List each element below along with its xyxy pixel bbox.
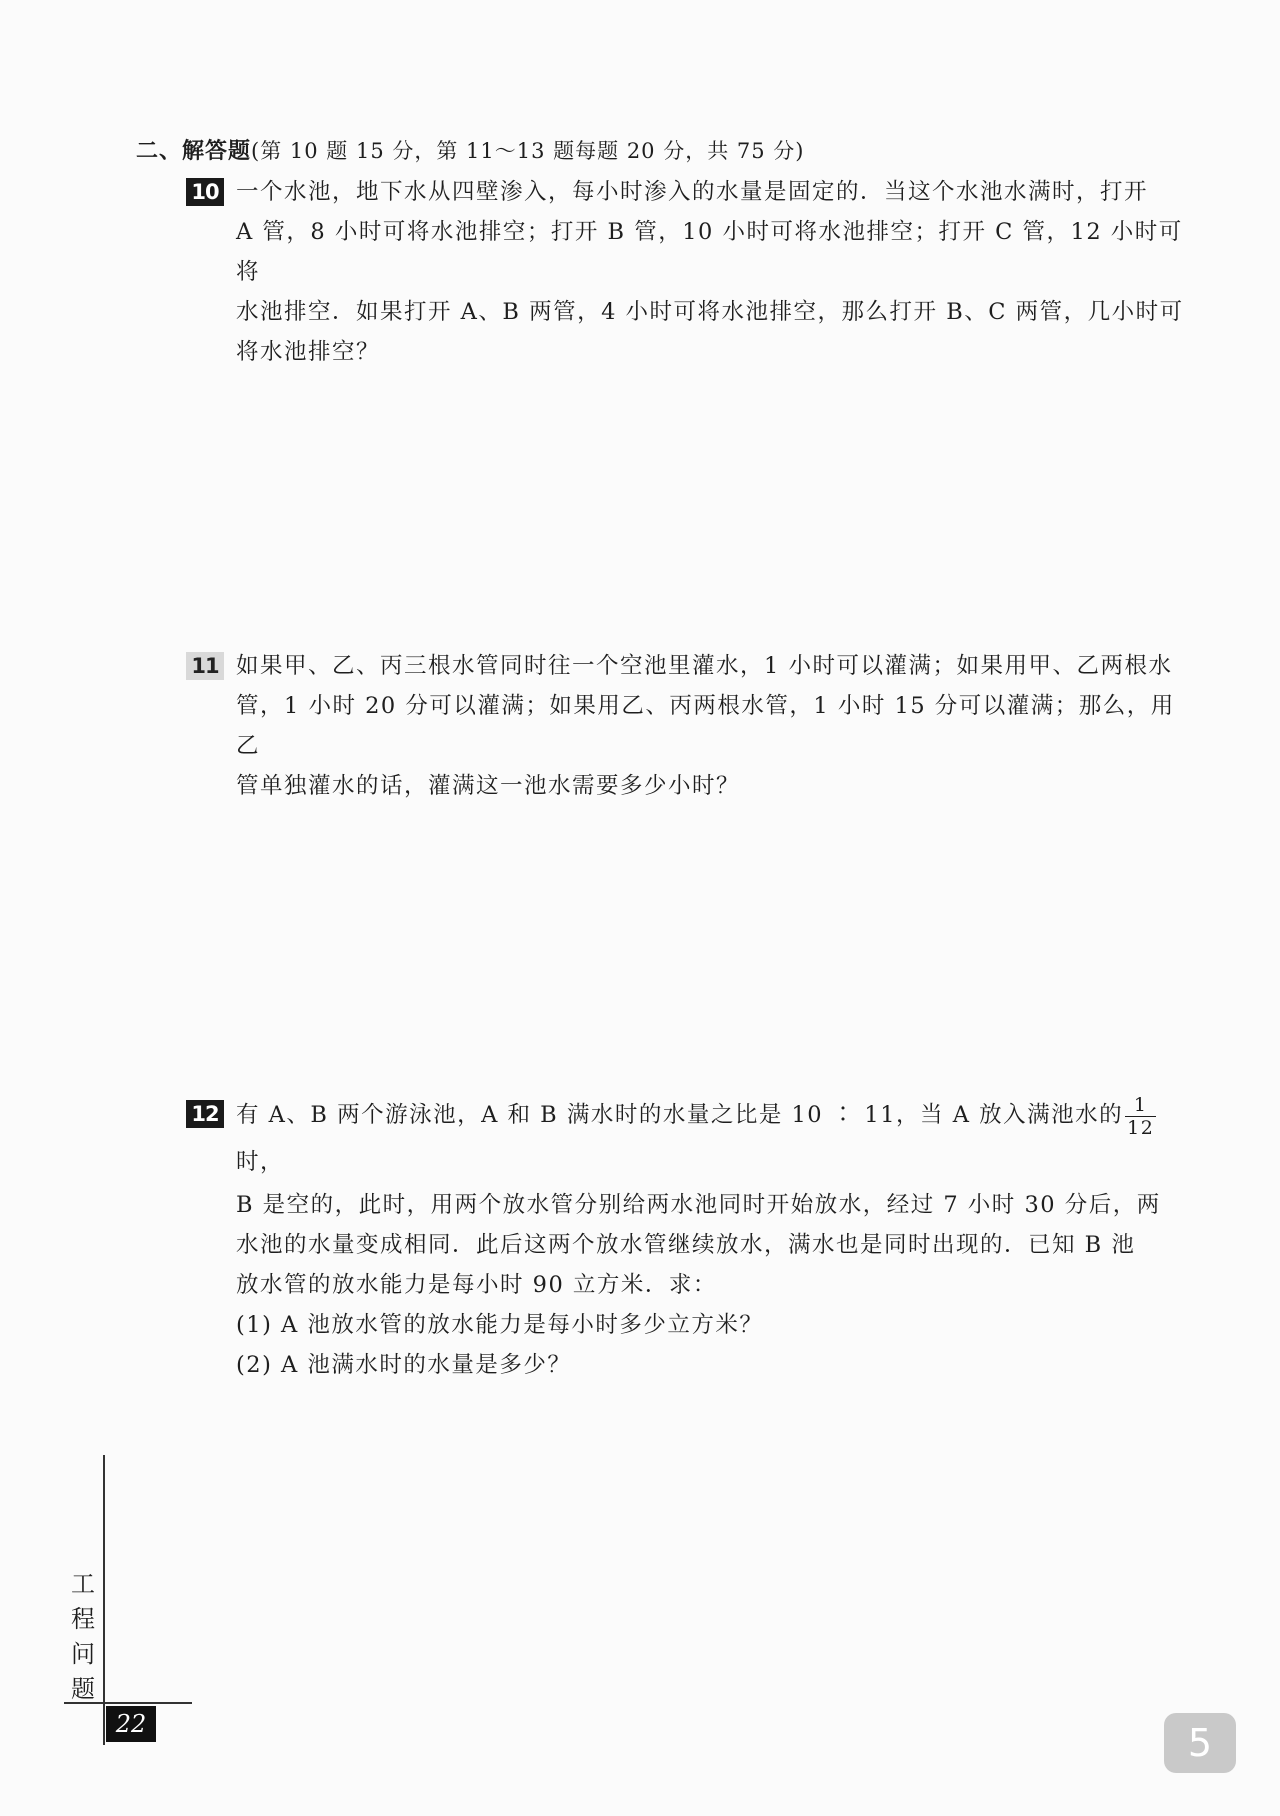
sub-question-1: (1) A 池放水管的放水能力是每小时多少立方米？ (236, 1311, 764, 1338)
question-line: 放水管的放水能力是每小时 90 立方米．求： (236, 1271, 717, 1298)
page-number: 22 (106, 1706, 156, 1742)
question-10-text (236, 172, 1196, 372)
chapter-char: 程 (71, 1605, 95, 1633)
chapter-label (68, 1567, 98, 1707)
section-heading: 二、解答题 (136, 139, 252, 164)
fraction (1125, 1094, 1156, 1139)
question-number-12: 12 (186, 1100, 224, 1128)
fraction-numerator: 1 (1125, 1094, 1156, 1117)
question-line: 如果甲、乙、丙三根水管同时往一个空池里灌水，1 小时可以灌满；如果用甲、乙两根水 (236, 653, 1173, 679)
section-points: (第 10 题 15 分，第 11～13 题每题 20 分，共 75 分) (251, 139, 805, 163)
chapter-char: 问 (71, 1640, 95, 1668)
question-first-line (236, 1092, 1196, 1185)
question-11-text (236, 646, 1196, 806)
chapter-char: 题 (71, 1675, 95, 1703)
question-number-11: 11 (186, 652, 224, 680)
question-line: 有 A、B 两个游泳池，A 和 B 满水时的水量之比是 10 ∶ 11，当 A 放入满池水的 (236, 1102, 1124, 1128)
question-line: 时， (236, 1148, 285, 1175)
question-number-10: 10 (186, 178, 224, 206)
chapter-char: 工 (71, 1570, 95, 1598)
section-title (136, 134, 804, 165)
question-line: A 管，8 小时可将水池排空；打开 B 管，10 小时可将水池排空；打开 C 管，12 小时可将 (236, 219, 1183, 285)
question-line: 管，1 小时 20 分可以灌满；如果用乙、丙两根水管，1 小时 15 分可以灌满；那么，用乙 (236, 693, 1175, 759)
sub-question-2: (2) A 池满水时的水量是多少？ (236, 1351, 572, 1378)
question-line: 管单独灌水的话，灌满这一池水需要多少小时？ (236, 773, 741, 799)
question-line: B 是空的，此时，用两个放水管分别给两水池同时开始放水，经过 7 小时 30 分后，两 (236, 1191, 1161, 1218)
question-line: 水池的水量变成相同．此后这两个放水管继续放水，满水也是同时出现的．已知 B 池 (236, 1231, 1136, 1258)
question-line: 水池排空．如果打开 A、B 两管，4 小时可将水池排空，那么打开 B、C 两管，几小时可 (236, 299, 1184, 325)
page-badge: 5 (1164, 1713, 1236, 1773)
question-line: 将水池排空？ (236, 339, 381, 365)
question-12-text (236, 1092, 1196, 1385)
fraction-denominator: 12 (1127, 1116, 1155, 1139)
question-line: 一个水池，地下水从四壁渗入，每小时渗入的水量是固定的．当这个水池水满时，打开 (236, 179, 1149, 205)
